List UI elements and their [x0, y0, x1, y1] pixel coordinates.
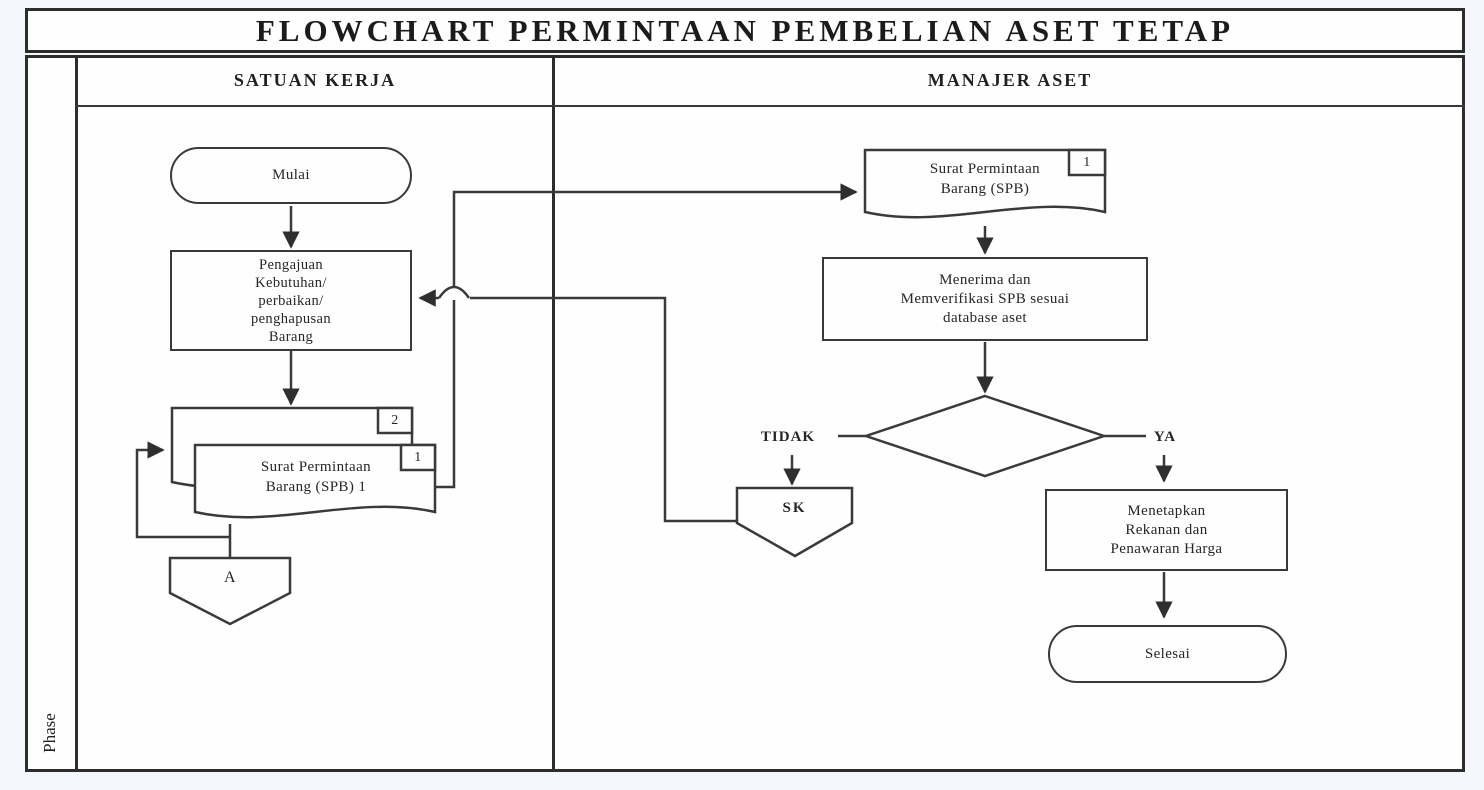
phase-label: Phase [39, 712, 59, 753]
process-pengajuan: Pengajuan Kebutuhan/ perbaikan/ penghapusan Barang [170, 250, 412, 351]
page-title: FLOWCHART PERMINTAAN PEMBELIAN ASET TETAP [255, 12, 1235, 48]
copy-number-1-left: 1 [414, 449, 422, 465]
copy-number-2: 2 [391, 412, 399, 428]
document-spb-copy1-label: Surat Permintaan Barang (SPB) 1 [260, 459, 372, 495]
process-menetapkan-rekanan: Menetapkan Rekanan dan Penawaran Harga [1045, 489, 1288, 571]
lane-header-satuan-kerja-label: SATUAN KERJA [233, 70, 397, 90]
document-spb-manajer-label: Surat Permintaan Barang (SPB) [929, 161, 1041, 197]
start-label: Mulai [272, 167, 310, 183]
offpage-connector-a-label: A [224, 569, 236, 586]
offpage-connector-sk-label: SK [782, 499, 807, 516]
decision-yes-label: YA [1153, 428, 1177, 445]
end-label: Selesai [1144, 645, 1191, 662]
lane-header-manajer-aset-label: MANAJER ASET [927, 70, 1093, 90]
copy-number-1-right: 1 [1083, 154, 1091, 170]
process-menerima-verifikasi: Menerima dan Memverifikasi SPB sesuai database aset [822, 257, 1148, 341]
decision-diamond [866, 396, 1104, 476]
decision-no-label: TIDAK [760, 428, 816, 445]
connector-sk-return-right [470, 298, 737, 521]
